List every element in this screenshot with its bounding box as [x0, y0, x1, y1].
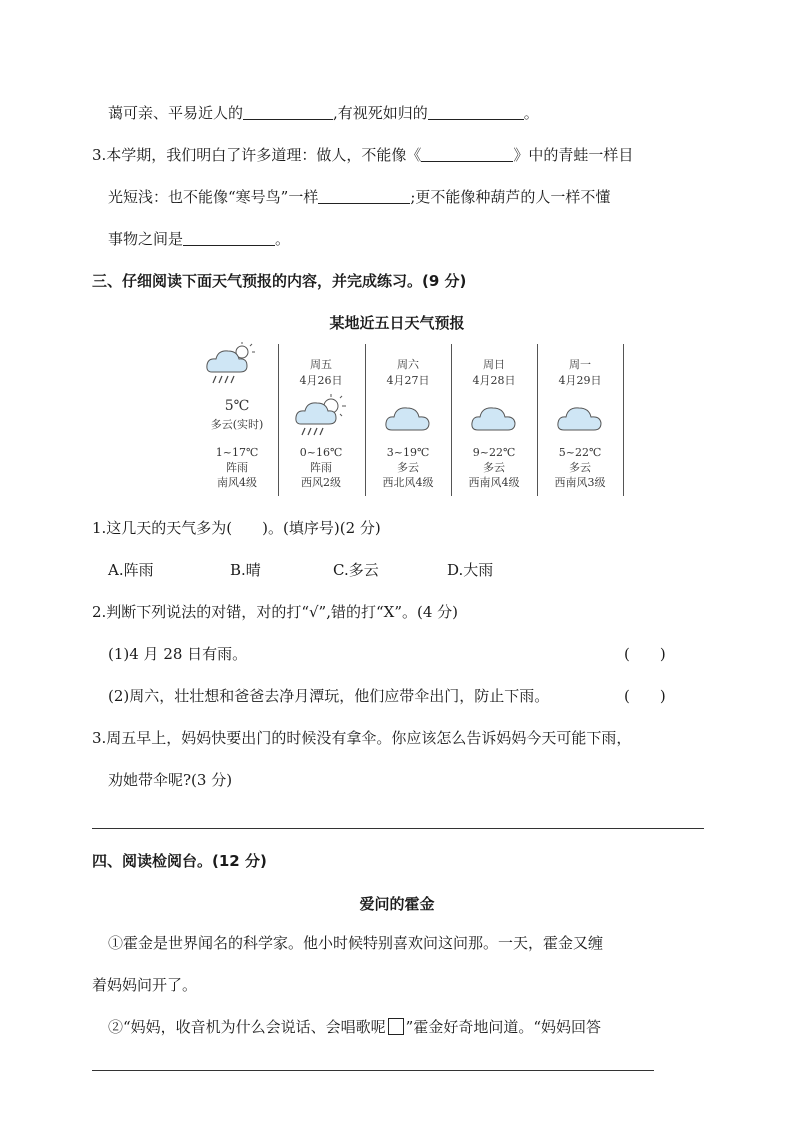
- day-weather: 多云: [397, 461, 419, 474]
- column-divider: [623, 344, 624, 496]
- judge-item-2: (2)周六，壮壮想和爸爸去净月潭玩，他们应带伞出门，防止下雨。: [108, 687, 550, 705]
- text-segment: ,有视死如归的: [333, 104, 428, 122]
- weather-day-column: [280, 340, 362, 500]
- weather-today-column: [200, 340, 274, 500]
- text-segment: 。: [523, 104, 539, 122]
- option-b: B.晴: [230, 561, 261, 579]
- passage-p1-line-2: 着妈妈问开了。: [92, 976, 198, 994]
- cloud-icon: [383, 402, 433, 436]
- passage-p1-line-1: ①霍金是世界闻名的科学家。他小时候特别喜欢问这问那。一天，霍金又缠: [108, 934, 604, 952]
- weather-table-title: 某地近五日天气预报: [329, 314, 465, 332]
- judge-paren-2[interactable]: [624, 686, 666, 706]
- day-weather: 多云: [569, 461, 591, 474]
- day-range: 3~19℃: [386, 446, 430, 459]
- section4-heading: 四、阅读检阅台。(12 分): [92, 852, 267, 870]
- day-date: 4月26日: [299, 374, 343, 387]
- day-range: 5~22℃: [558, 446, 602, 459]
- day-name: 周六: [397, 358, 419, 371]
- day-name: 周五: [310, 358, 332, 371]
- passage-p2-line-1: [108, 1017, 601, 1037]
- option-c: C.多云: [333, 561, 379, 579]
- judge-paren-1[interactable]: [624, 644, 666, 664]
- passage-title: 爱问的霍金: [359, 895, 435, 913]
- day-date: 4月28日: [472, 374, 516, 387]
- text-segment: 》中的青蛙一样目: [513, 146, 634, 164]
- today-range: 1~17℃: [215, 446, 259, 459]
- weather-day-column: [367, 340, 449, 500]
- day-wind: 西北风4级: [382, 476, 434, 489]
- text-segment: 1.这几天的天气多为(: [92, 519, 233, 537]
- weather-day-column: [453, 340, 535, 500]
- punctuation-box[interactable]: [388, 1018, 404, 1035]
- cloud-icon: [469, 402, 519, 436]
- day-wind: 西南风3级: [554, 476, 606, 489]
- answer-blank[interactable]: [183, 229, 275, 246]
- answer-blank[interactable]: [428, 103, 524, 120]
- text-segment: 。: [275, 230, 291, 248]
- today-wind: 南风4级: [217, 476, 257, 489]
- paren-left: (: [624, 645, 630, 663]
- text-segment: ②“妈妈，收音机为什么会说话、会唱歌呢: [108, 1018, 386, 1036]
- answer-blank[interactable]: [318, 187, 410, 204]
- day-date: 4月27日: [386, 374, 430, 387]
- answer-line[interactable]: [92, 828, 704, 829]
- question-1: [92, 518, 381, 538]
- text-segment: 蔼可亲、平易近人的: [108, 104, 244, 122]
- text-segment: 事物之间是: [108, 230, 184, 248]
- question-3-line-1: 3.周五早上，妈妈快要出门的时候没有拿伞。你应该怎么告诉妈妈今天可能下雨，: [92, 729, 632, 747]
- weather-forecast-table: [200, 340, 632, 500]
- option-a: A.阵雨: [108, 561, 154, 579]
- answer-blank[interactable]: [421, 145, 513, 162]
- day-range: 0~16℃: [299, 446, 343, 459]
- day-weather: 阵雨: [310, 461, 332, 474]
- day-wind: 西南风4级: [468, 476, 520, 489]
- question-3-line-2: 劝她带伞呢?(3 分): [108, 771, 233, 789]
- judge-item-1: (1)4 月 28 日有雨。: [108, 645, 248, 663]
- day-weather: 多云: [483, 461, 505, 474]
- cloud-rain-icon: [204, 342, 260, 386]
- paren-right: ): [659, 645, 666, 663]
- column-divider: [278, 344, 279, 496]
- cloud-icon: [555, 402, 605, 436]
- day-wind: 西风2级: [301, 476, 341, 489]
- paren-left: (: [624, 687, 630, 705]
- footer-rule: [92, 1070, 654, 1071]
- column-divider: [537, 344, 538, 496]
- question-2: 2.判断下列说法的对错，对的打“√”,错的打“X”。(4 分): [92, 603, 459, 621]
- fill-line-3: [108, 187, 610, 207]
- day-name: 周一: [569, 358, 591, 371]
- today-weather: 阵雨: [226, 461, 248, 474]
- day-date: 4月29日: [558, 374, 602, 387]
- fill-line-2: [92, 145, 633, 165]
- sun-cloud-rain-icon: [293, 394, 349, 438]
- fill-line-4: [108, 229, 290, 249]
- text-segment: 3.本学期，我们明白了许多道理：做人，不能像《: [92, 146, 422, 164]
- text-segment: ;更不能像种葫芦的人一样不懂: [410, 188, 611, 206]
- column-divider: [451, 344, 452, 496]
- day-range: 9~22℃: [472, 446, 516, 459]
- weather-day-column: [539, 340, 621, 500]
- today-temp: 5℃: [224, 398, 250, 414]
- option-d: D.大雨: [447, 561, 494, 579]
- text-segment: 光短浅：也不能像“寒号鸟”一样: [108, 188, 319, 206]
- column-divider: [365, 344, 366, 496]
- text-segment: ”霍金好奇地问道。“妈妈回答: [405, 1018, 602, 1036]
- day-name: 周日: [483, 358, 505, 371]
- today-status: 多云(实时): [210, 418, 264, 431]
- section3-heading: 三、仔细阅读下面天气预报的内容，并完成练习。(9 分): [92, 272, 467, 290]
- text-segment: )。(填序号)(2 分): [262, 519, 381, 537]
- paren-right: ): [659, 687, 666, 705]
- answer-blank[interactable]: [243, 103, 333, 120]
- fill-line-1: [108, 103, 539, 123]
